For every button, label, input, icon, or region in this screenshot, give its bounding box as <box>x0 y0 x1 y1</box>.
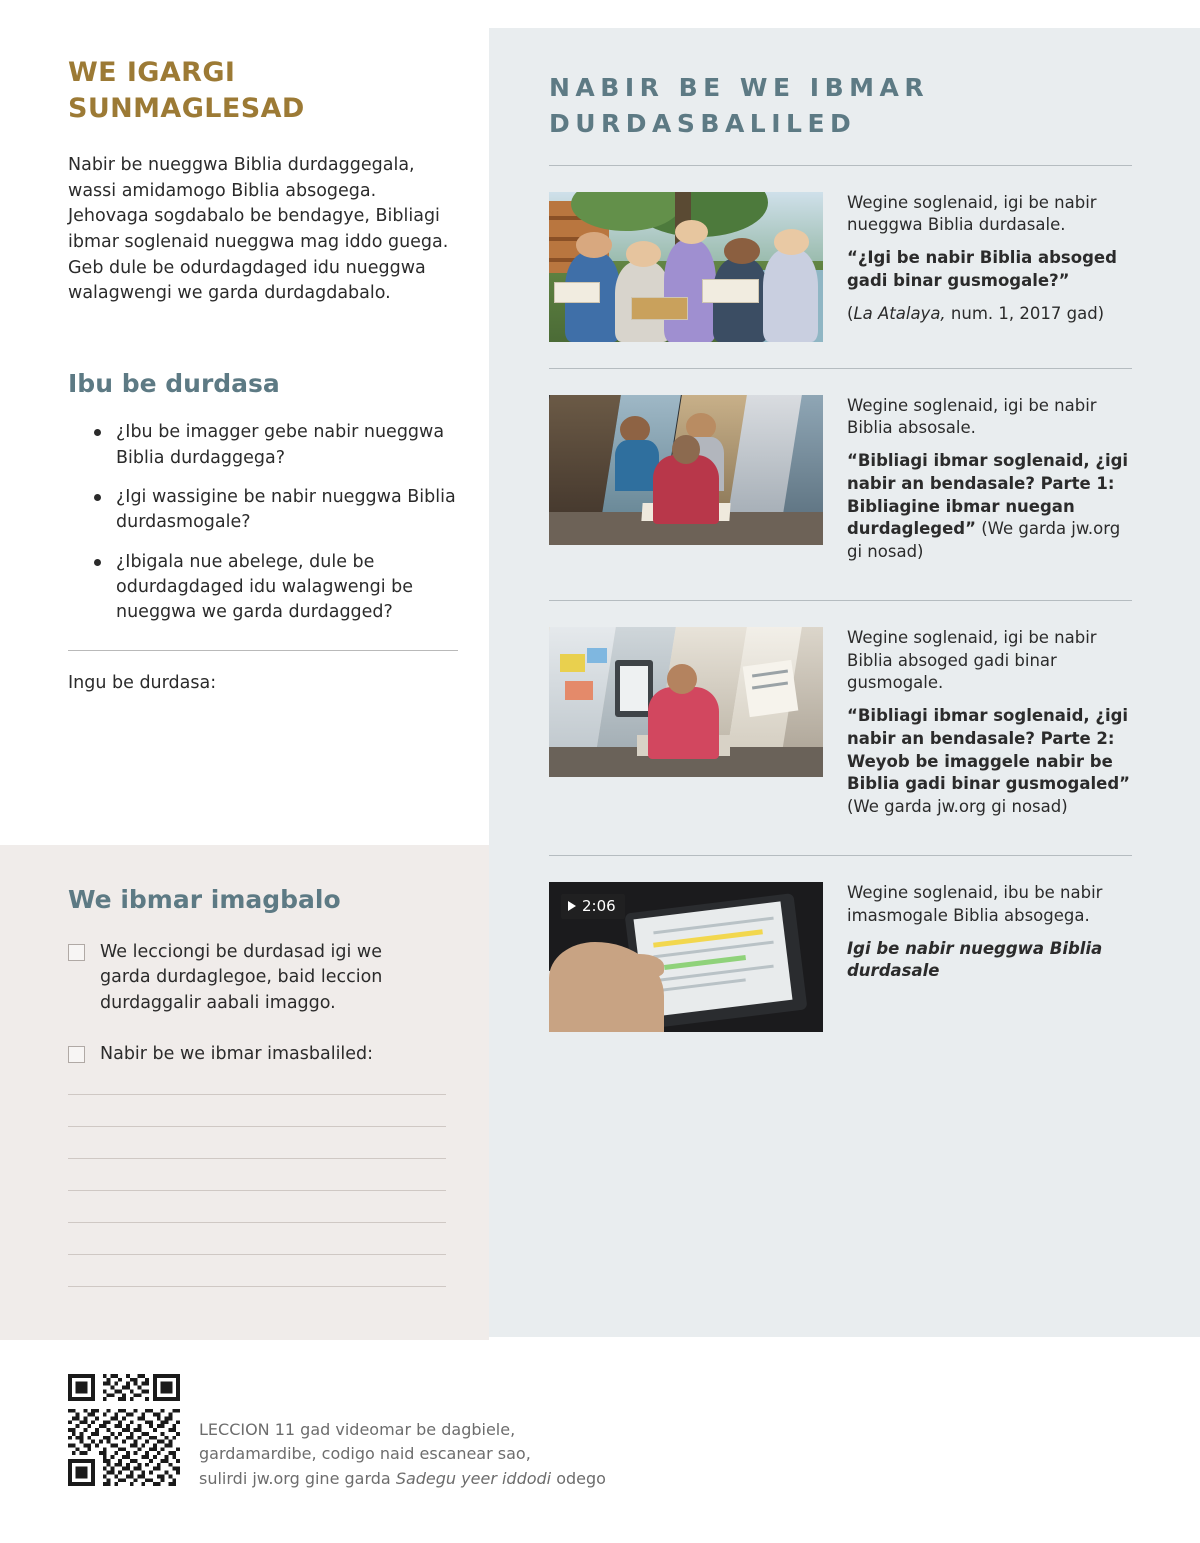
row-title: “Bibliagi ibmar soglenaid, ¿igi nabir an bendasale? Parte 2: Weyob be imaggele nabir be Biblia gadi binar gusmogaled” <box>847 706 1130 794</box>
footer-line-1: LECCION 11 gad videomar be dagbiele, <box>199 1420 516 1439</box>
write-in-lines[interactable] <box>68 1094 449 1287</box>
row-lead: Wegine soglenaid, igi be nabir Biblia absosale. <box>847 395 1097 438</box>
media-row <box>549 601 1132 855</box>
play-icon <box>568 901 576 911</box>
question-list <box>68 420 459 626</box>
video-duration: 2:06 <box>582 896 616 915</box>
right-panel-title: NABIR BE WE IBMAR DURDASBALILED <box>549 73 930 139</box>
checklist-item[interactable] <box>68 940 438 1016</box>
footer <box>0 1360 1200 1543</box>
write-line <box>68 1286 446 1287</box>
media-row <box>549 166 1132 368</box>
row-title: Igi be nabir nueggwa Biblia durdasale <box>847 938 1103 981</box>
footer-text <box>199 1418 799 1491</box>
outdoor-group-study-image[interactable] <box>549 192 823 342</box>
media-row <box>549 369 1132 600</box>
ingu-label: Ingu be durdasa: <box>68 672 217 693</box>
list-item: ¿Ibu be imagger gebe nabir nueggwa Biblia durdaggega? <box>94 420 464 471</box>
row-title: “¿Igi be nabir Biblia absoged gadi binar gusmogale?” <box>847 248 1117 290</box>
tablet-video-image[interactable] <box>549 882 823 1032</box>
footer-line-3b: odego <box>551 1468 606 1488</box>
media-row-text <box>847 192 1132 342</box>
bible-scenes-montage-image[interactable] <box>549 395 823 545</box>
page-title: WE IGARGI SUNMAGLESAD <box>68 57 305 124</box>
study-desk-collage-image[interactable] <box>549 627 823 777</box>
write-line <box>68 1094 446 1095</box>
write-line <box>68 1254 446 1255</box>
row-source-italic: La Atalaya, <box>853 303 946 323</box>
list-item: ¿Igi wassigine be nabir nueggwa Biblia durdasmogale? <box>94 485 464 536</box>
media-row-text <box>847 882 1132 1032</box>
goals-heading: We ibmar imagbalo <box>68 885 341 914</box>
footer-line-3 <box>199 1467 799 1491</box>
footer-publication-title: Sadegu yeer iddodi <box>395 1468 552 1488</box>
row-lead: Wegine soglenaid, igi be nabir nueggwa Biblia durdasale. <box>847 192 1097 235</box>
section-heading-study: Ibu be durdasa <box>68 369 280 399</box>
footer-line-3a: sulirdi jw.org gine garda <box>199 1468 396 1488</box>
right-panel <box>489 28 1200 1337</box>
row-source: (We garda jw.org gi nosad) <box>847 797 1068 817</box>
write-line <box>68 1126 446 1127</box>
qr-code[interactable] <box>68 1374 180 1486</box>
media-row-text <box>847 395 1132 574</box>
media-row-text <box>847 627 1132 829</box>
footer-line-2: gardamardibe, codigo naid escanear sao, <box>199 1444 531 1464</box>
row-source-rest: num. 1, 2017 gad) <box>945 303 1105 323</box>
list-item: ¿Ibigala nue abelege, dule be odurdagdaged idu walagwengi be nueggwa we garda durdagged? <box>94 550 464 626</box>
row-lead: Wegine soglenaid, ibu be nabir imasmogale Biblia absogega. <box>847 882 1103 925</box>
goals-box <box>0 845 489 1340</box>
write-line <box>68 1190 446 1191</box>
media-row <box>549 856 1132 1058</box>
checklist-item[interactable] <box>68 1042 438 1067</box>
divider <box>68 650 458 651</box>
write-line <box>68 1222 446 1223</box>
row-source: (We garda jw.org gi nosad) <box>847 519 1121 562</box>
intro-paragraph: Nabir be nueggwa Biblia durdaggegala, wassi amidamogo Biblia absogega. Jehovaga sogdabalo be bendagye, Bibliagi ibmar soglenaid nueggwa mag iddo guega. Geb dule be odurdagdaged idu nueggwa walagwengi we garda durdagdabalo. <box>68 154 449 304</box>
row-source-open: ( <box>847 303 854 323</box>
checkbox-icon[interactable] <box>68 1046 85 1063</box>
row-title: “Bibliagi ibmar soglenaid, ¿igi nabir an bendasale? Parte 1: Bibliagine ibmar nuegan durdagleged” <box>847 451 1129 539</box>
checkbox-icon[interactable] <box>68 944 85 961</box>
row-lead: Wegine soglenaid, igi be nabir Biblia absoged gadi binar gusmogale. <box>847 627 1097 693</box>
video-duration-badge[interactable] <box>561 894 625 919</box>
write-line <box>68 1158 446 1159</box>
checklist-label: We lecciongi be durdasad igi we garda durdaglegoe, baid leccion durdaggalir aabali imaggo. <box>100 942 383 1013</box>
checklist-label: Nabir be we ibmar imasbaliled: <box>100 1044 374 1065</box>
